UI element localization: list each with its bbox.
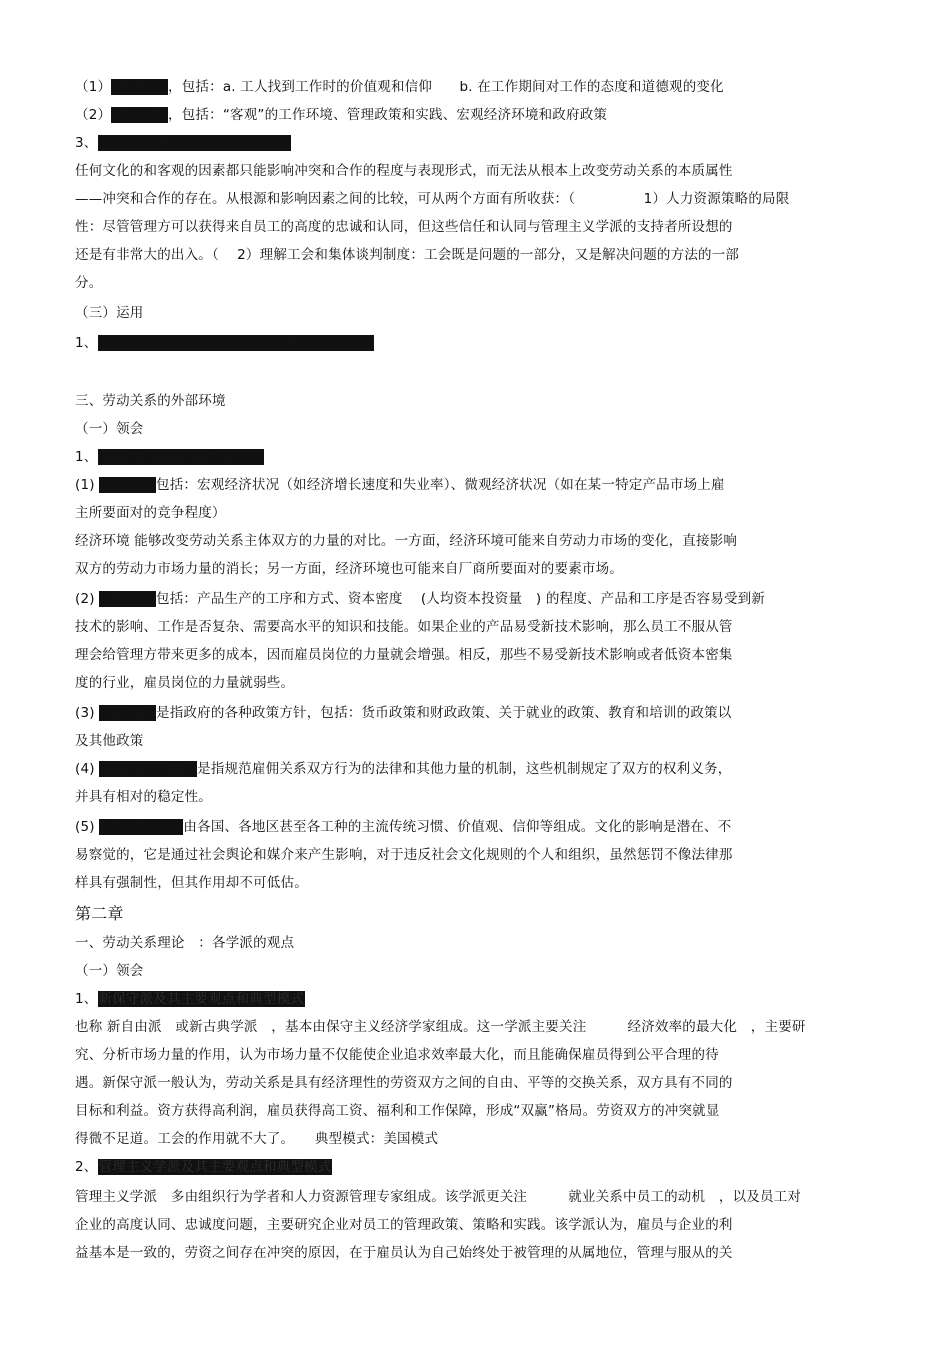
text-line xyxy=(75,760,731,778)
text-segment: 一、劳动关系理论 ：各学派的观点 xyxy=(75,935,295,951)
text-line xyxy=(75,532,737,550)
text-segment: (5) xyxy=(75,819,100,835)
text-segment: ，包括：a. 工人找到工作时的价值观和信仰 b. 在工作期间对工作的态度和道德观的变化 xyxy=(168,79,724,95)
text-segment: 益基本是一致的，劳资之间存在冲突的原因，在于雇员认为自己始终处于被管理的从属地位，管理与服从的关 xyxy=(75,1245,733,1261)
text-segment: 管理主义学派 多由组织行为学者和人力资源管理专家组成。该学派更关注 就业关系中员工的动机 ，以及员工对 xyxy=(75,1189,802,1205)
text-line xyxy=(75,646,733,664)
text-segment: （一）领会 xyxy=(75,421,144,437)
text-line xyxy=(75,962,144,980)
text-line xyxy=(75,162,733,180)
highlighted-term: 对冲突与合作的影响因素的理解 xyxy=(98,135,291,151)
text-segment: 易察觉的，它是通过社会舆论和媒介来产生影响，对于违反社会文化规则的个人和组织，虽然惩罚不像法律那 xyxy=(75,847,733,863)
text-line xyxy=(75,732,144,750)
highlighted-term: 个人因素 xyxy=(112,79,168,95)
text-line xyxy=(75,246,739,264)
text-segment: (1) xyxy=(75,477,100,493)
text-line xyxy=(75,190,789,208)
text-line xyxy=(75,1158,332,1176)
text-segment: 三、劳动关系的外部环境 xyxy=(75,393,226,409)
text-segment: 企业的高度认同、忠诚度问题，主要研究企业对员工的管理政策、策略和实践。该学派认为，雇员与企业的利 xyxy=(75,1217,733,1233)
text-line xyxy=(75,1244,733,1262)
highlighted-term: 管理主义学派及其主要观点和典型模式 xyxy=(98,1159,332,1175)
text-segment: 双方的劳动力市场力量的消长；另一方面，经济环境也可能来自厂商所要面对的要素市场。 xyxy=(75,561,623,577)
text-line xyxy=(75,476,725,494)
text-line xyxy=(75,134,291,152)
text-line xyxy=(75,1046,719,1064)
text-segment: 2、 xyxy=(75,1159,98,1175)
text-line xyxy=(75,1102,720,1120)
text-segment: 包括：产品生产的工序和方式、资本密度 (人均资本投资量 ) 的程度、产品和工序是否容易受到新 xyxy=(156,591,766,607)
text-segment: 度的行业，雇员岗位的力量就弱些。 xyxy=(75,675,295,691)
text-line xyxy=(75,274,102,292)
highlighted-term: 社会文化环境 xyxy=(100,819,183,835)
text-segment: 1、 xyxy=(75,991,98,1007)
text-segment: (2) xyxy=(75,591,100,607)
text-segment: (3) xyxy=(75,705,100,721)
text-segment: 目标和利益。资方获得高利润，雇员获得高工资、福利和工作保障，形成“双赢”格局。劳资双方的冲突就显 xyxy=(75,1103,720,1119)
highlighted-term: 经济环境 xyxy=(100,477,156,493)
text-segment: 包括：宏观经济状况（如经济增长速度和失业率）、微观经济状况（如在某一特定产品市场上雇 xyxy=(156,477,725,493)
text-segment: 也称 新自由派 或新古典学派 ，基本由保守主义经济学家组成。这一学派主要关注 经济效率的最大化 ，主要研 xyxy=(75,1019,806,1035)
text-segment: 任何文化的和客观的因素都只能影响冲突和合作的程度与表现形式，而无法从根本上改变劳动关系的本质属性 xyxy=(75,163,733,179)
text-segment: 究、分析市场力量的作用，认为市场力量不仅能使企业追求效率最大化，而且能确保雇员得到公平合理的待 xyxy=(75,1047,719,1063)
text-segment: 还是有非常大的出入。（ 2）理解工会和集体谈判制度：工会既是问题的一部分，又是解决问题的方法的一部 xyxy=(75,247,740,263)
text-line xyxy=(75,934,294,952)
text-segment: 得微不足道。工会的作用就不大了。 典型模式：美国模式 xyxy=(75,1131,439,1147)
text-line xyxy=(75,392,226,410)
text-line xyxy=(75,674,294,692)
text-segment: 经济环境 能够改变劳动关系主体双方的力量的对比。一方面，经济环境可能来自劳动力市场的变化，直接影响 xyxy=(75,533,738,549)
highlighted-term: 政策环境 xyxy=(100,705,156,721)
highlighted-term: 法律和制度环境 xyxy=(100,761,197,777)
text-segment: 1、 xyxy=(75,335,98,351)
text-line xyxy=(75,618,733,636)
text-segment: 性：尽管管理方可以获得来自员工的高度的忠诚和认同，但这些信任和认同与管理主义学派的支持者所设想的 xyxy=(75,219,733,235)
text-line xyxy=(75,1018,806,1036)
highlighted-term: 技术环境 xyxy=(100,591,156,607)
text-line xyxy=(75,304,144,322)
chapter-heading xyxy=(75,905,124,923)
highlighted-term: 外部环境对劳动关系的影响 xyxy=(98,449,263,465)
text-line xyxy=(75,504,226,522)
text-segment: （三）运用 xyxy=(75,305,144,321)
text-line xyxy=(75,818,731,836)
text-line xyxy=(75,1188,801,1206)
text-line xyxy=(75,990,305,1008)
text-segment: 1、 xyxy=(75,449,98,465)
text-segment: 是指规范雇佣关系双方行为的法律和其他力量的机制，这些机制规定了双方的权利义务， xyxy=(197,761,732,777)
text-line xyxy=(75,420,144,438)
text-segment: 技术的影响、工作是否复杂、需要高水平的知识和技能。如果企业的产品易受新技术影响，那么员工不服从管 xyxy=(75,619,733,635)
text-line xyxy=(75,1216,733,1234)
highlighted-term: 结构因素 xyxy=(112,107,168,123)
highlighted-term: 运用冲突与合作的原理分析劳动关系中的问题 xyxy=(98,335,373,351)
text-segment: 理会给管理方带来更多的成本，因而雇员岗位的力量就会增强。相反，那些不易受新技术影响或者低资本密集 xyxy=(75,647,733,663)
text-line xyxy=(75,874,308,892)
text-line xyxy=(75,560,623,578)
text-line xyxy=(75,1074,733,1092)
text-segment: ——冲突和合作的存在。从根源和影响因素之间的比较，可从两个方面有所收获：（ 1）人力资源策略的局限 xyxy=(75,191,790,207)
text-line xyxy=(75,334,374,352)
text-line xyxy=(75,448,264,466)
text-segment: （一）领会 xyxy=(75,963,144,979)
text-segment: 分。 xyxy=(75,275,103,291)
text-line xyxy=(75,788,212,806)
text-segment: 遇。新保守派一般认为，劳动关系是具有经济理性的劳资双方之间的自由、平等的交换关系，双方具有不同的 xyxy=(75,1075,733,1091)
text-line xyxy=(75,218,733,236)
text-segment: 样具有强制性，但其作用却不可低估。 xyxy=(75,875,308,891)
highlighted-term: 新保守派及其主要观点和典型模式 xyxy=(98,991,304,1007)
text-segment: 并具有相对的稳定性。 xyxy=(75,789,212,805)
text-line xyxy=(75,590,765,608)
text-segment: （2） xyxy=(75,107,112,123)
text-segment: 由各国、各地区甚至各工种的主流传统习惯、价值观、信仰等组成。文化的影响是潜在、不 xyxy=(183,819,732,835)
text-line xyxy=(75,78,724,96)
text-segment: 主所要面对的竞争程度） xyxy=(75,505,226,521)
text-segment: 及其他政策 xyxy=(75,733,144,749)
text-line xyxy=(75,106,607,124)
text-segment: (4) xyxy=(75,761,100,777)
text-segment: 是指政府的各种政策方针，包括：货币政策和财政政策、关于就业的政策、教育和培训的政策以 xyxy=(156,705,732,721)
text-segment: 3、 xyxy=(75,135,98,151)
text-segment: 第二章 xyxy=(75,904,124,923)
text-line xyxy=(75,704,731,722)
text-segment: ，包括：“客观”的工作环境、管理政策和实践、宏观经济环境和政府政策 xyxy=(168,107,608,123)
text-segment: （1） xyxy=(75,79,112,95)
text-line xyxy=(75,846,733,864)
text-line xyxy=(75,1130,438,1148)
